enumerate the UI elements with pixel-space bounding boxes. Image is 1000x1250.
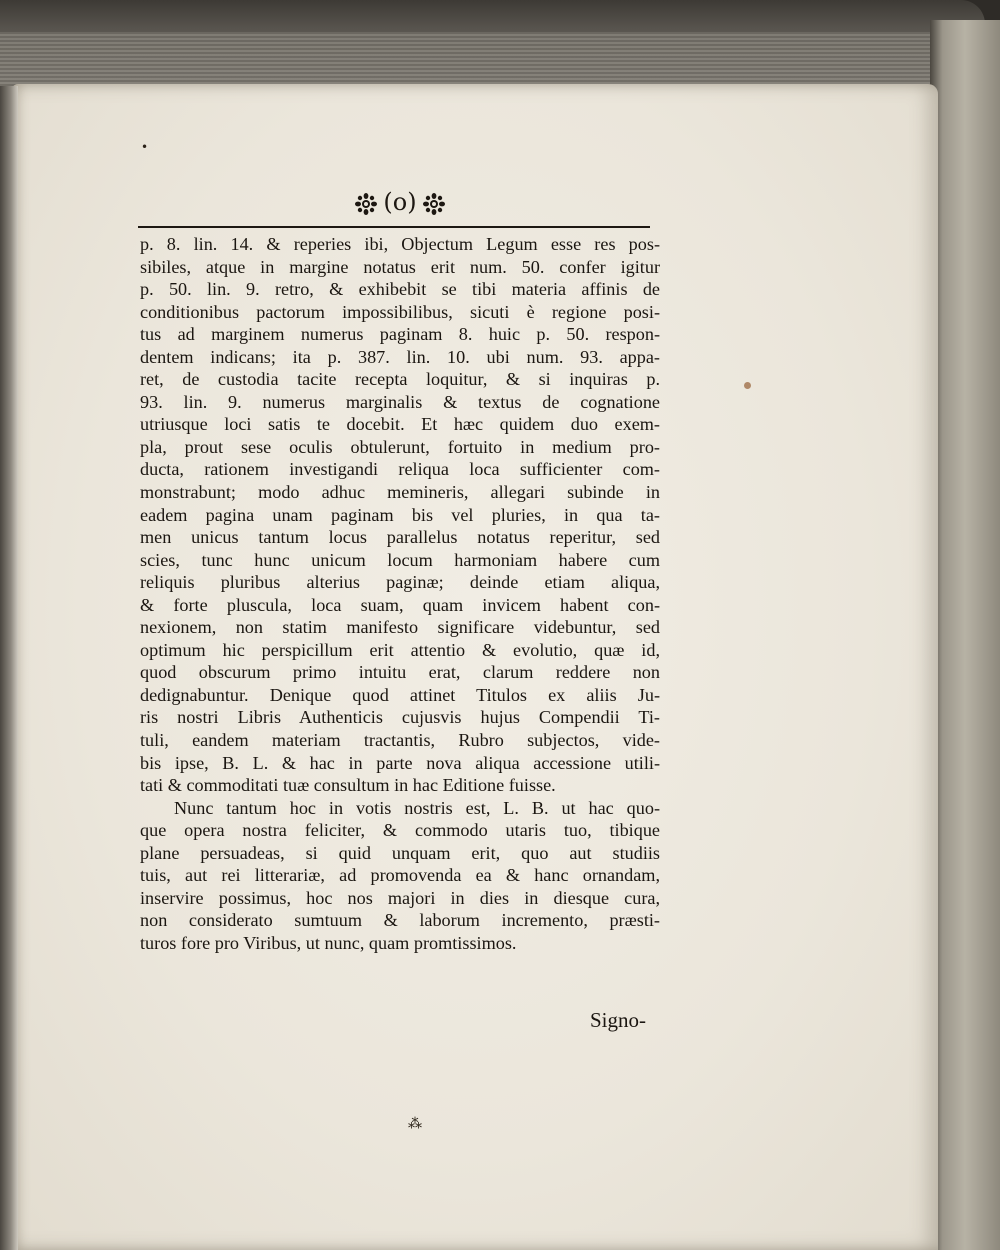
text-line: men unicus tantum locus parallelus notatus reperitur, sed (140, 527, 660, 548)
text-line: tus ad marginem numerus paginam 8. huic p. 50. respon- (140, 324, 660, 345)
catchword: Signo- (590, 1008, 647, 1032)
text-line: quod obscurum primo intuitu erat, clarum reddere non (140, 662, 660, 683)
text-line: ret, de custodia tacite recepta loquitur, & si inquiras p. (140, 369, 660, 390)
ink-smudge: ⁂ (408, 1116, 422, 1132)
text-line: ris nostri Libris Authenticis cujusvis hujus Compendii Ti- (140, 707, 660, 728)
paragraph-start-line: Nunc tantum hoc in votis nostris est, L. B. ut hac quo- (174, 797, 660, 818)
header-rule (138, 226, 650, 228)
book-cover-edge (930, 20, 1000, 1250)
text-line: scies, tunc hunc unicum locum harmoniam habere cum (140, 549, 660, 570)
text-line: inservire possimus, hoc nos majori in dies in diesque cura, (140, 887, 660, 908)
text-line: eadem pagina unam paginam bis vel pluries, in qua ta- (140, 504, 660, 525)
text-line: ducta, rationem investigandi reliqua loca sufficienter com- (140, 459, 660, 480)
text-line: plane persuadeas, si quid unquam erit, quo aut studiis (140, 842, 660, 863)
paragraph-end-line: turos fore pro Viribus, ut nunc, quam promtissimos. (140, 932, 517, 953)
text-line: p. 50. lin. 9. retro, & exhibebit se tibi materia affinis de (140, 279, 660, 300)
left-fleuron-icon (355, 193, 377, 215)
text-line: tuis, aut rei litterariæ, ad promovenda ea & hanc ornandam, (140, 865, 660, 886)
text-line: utriusque loci satis te docebit. Et hæc quidem duo exem- (140, 414, 660, 435)
text-line: nexionem, non statim manifesto significare videbuntur, sed (140, 617, 660, 638)
text-line: tuli, eandem materiam tractantis, Rubro subjectos, vide- (140, 730, 660, 751)
text-line: dentem indicans; ita p. 387. lin. 10. ubi num. 93. appa- (140, 346, 660, 367)
text-line: non considerato sumtuum & laborum incremento, præsti- (140, 910, 660, 931)
page-number: (o) (383, 188, 417, 216)
text-line: reliquis pluribus alterius paginæ; deinde etiam aliqua, (140, 572, 660, 593)
body-text (140, 233, 660, 955)
text-line: conditionibus pactorum impossibilibus, sicuti è regione posi- (140, 301, 660, 322)
text-line: pla, prout sese oculis obtulerunt, fortuito in medium pro- (140, 436, 660, 457)
text-line: sibiles, atque in margine notatus erit num. 50. confer igitur (140, 256, 660, 277)
ink-speck: • (141, 140, 149, 154)
text-line: monstrabunt; modo adhuc memineris, allegari subinde in (140, 482, 660, 503)
text-line: optimum hic perspicillum erit attentio & evolutio, quæ id, (140, 639, 660, 660)
text-line: dedignabuntur. Denique quod attinet Titulos ex aliis Ju- (140, 684, 660, 705)
text-line: & forte pluscula, loca suam, quam invicem habent con- (140, 594, 660, 615)
page-header (300, 188, 500, 228)
page-edges (0, 32, 950, 87)
text-line: p. 8. lin. 14. & reperies ibi, Objectum Legum esse res pos- (140, 234, 660, 254)
text-line: 93. lin. 9. numerus marginalis & textus de cognatione (140, 391, 660, 412)
paragraph-end-line: tati & commoditati tuæ consultum in hac Editione fuisse. (140, 775, 556, 796)
text-line: que opera nostra feliciter, & commodo utaris tuo, tibique (140, 820, 660, 841)
right-fleuron-icon (423, 193, 445, 215)
gutter-shadow (0, 86, 18, 1250)
text-line: bis ipse, B. L. & hac in parte nova aliqua accessione utili- (140, 752, 660, 773)
foxing-spot (744, 382, 751, 389)
